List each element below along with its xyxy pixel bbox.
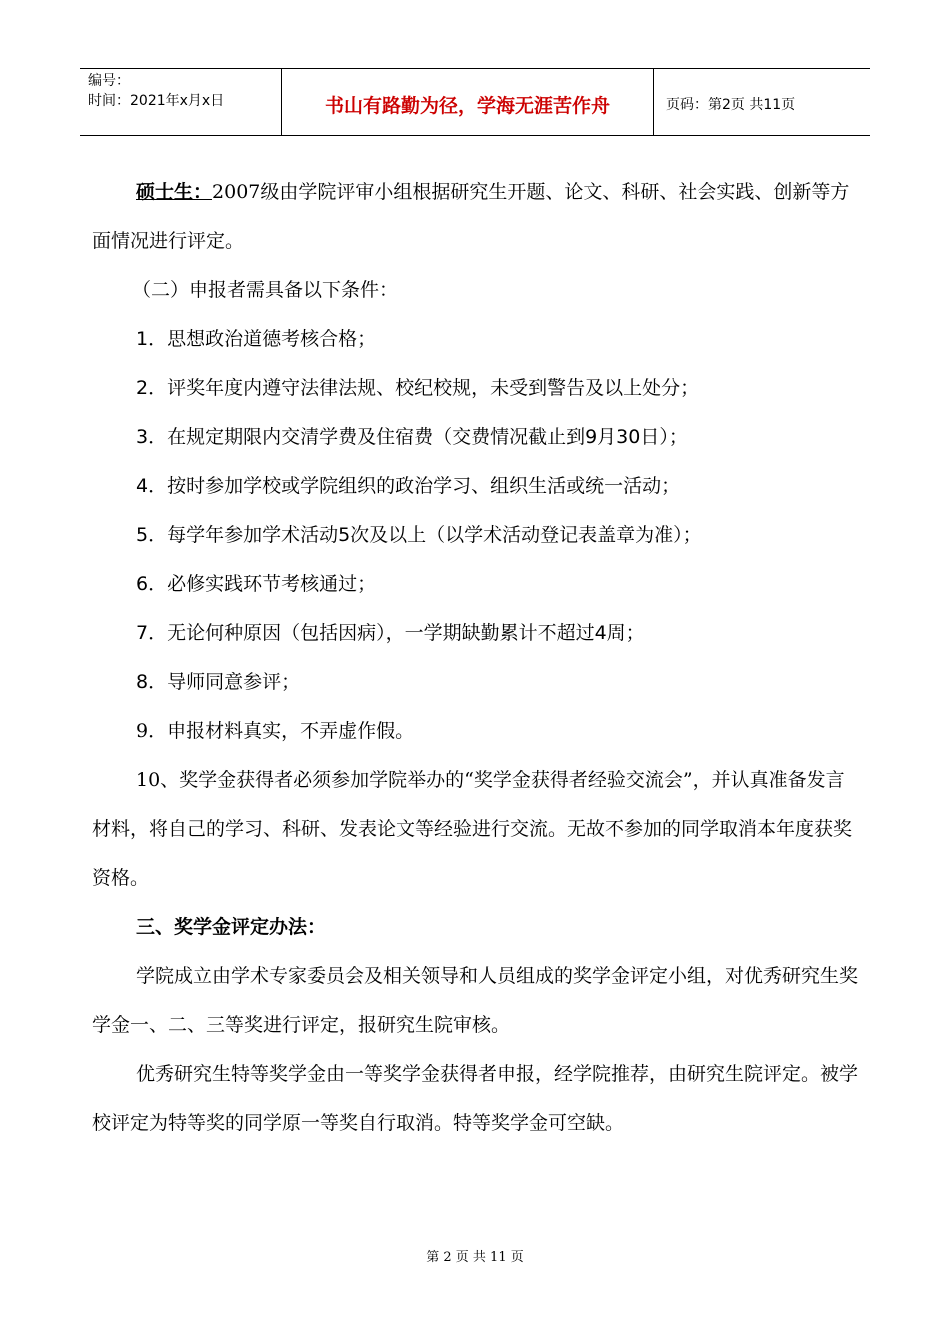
page-info: 页码：第2页 共11页	[666, 97, 796, 113]
master-label: 硕士生：	[136, 181, 213, 203]
header-table	[80, 68, 870, 136]
time-label: 时间：2021年x月x日	[88, 93, 225, 109]
condition-item-3: 3．在规定期限内交清学费及住宿费（交费情况截止到9月30日）；	[136, 426, 688, 448]
method-paragraph-2: 优秀研究生特等奖学金由一等奖学金获得者申报，经学院推荐，由研究生院评定。被学校评定为特等奖的同学原一等奖自行取消。特等奖学金可空缺。	[92, 1063, 859, 1134]
condition-item-8: 8．导师同意参评；	[136, 671, 301, 693]
header-left-cell	[80, 69, 282, 135]
master-text: 2007级由学院评审小组根据研究生开题、论文、科研、社会实践、创新等方面情况进行评定。	[92, 181, 850, 252]
condition-item-4: 4．按时参加学校或学院组织的政治学习、组织生活或统一活动；	[136, 475, 681, 497]
condition-item-7: 7．无论何种原因（包括因病），一学期缺勤累计不超过4周；	[136, 622, 645, 644]
condition-item-5: 5．每学年参加学术活动5次及以上（以学术活动登记表盖章为准）；	[136, 524, 702, 546]
method-paragraph-1: 学院成立由学术专家委员会及相关领导和人员组成的奖学金评定小组，对优秀研究生奖学金一、二、三等奖进行评定，报研究生院审核。	[92, 965, 859, 1036]
motto: 书山有路勤为径，学海无涯苦作舟	[282, 69, 654, 135]
number-label: 编号：	[88, 73, 130, 89]
condition-item-2: 2．评奖年度内遵守法律法规、校纪校规，未受到警告及以上处分；	[136, 377, 700, 399]
condition-item-10: 10、奖学金获得者必须参加学院举办的“奖学金获得者经验交流会”，并认真准备发言材料，将自己的学习、科研、发表论文等经验进行交流。无故不参加的同学取消本年度获奖资格。	[92, 769, 853, 889]
master-paragraph	[92, 168, 858, 266]
page-footer: 第 2 页 共 11 页	[426, 1250, 524, 1265]
condition-item-9: 9．申报材料真实，不弄虚作假。	[136, 720, 415, 742]
condition-item-6: 6．必修实践环节考核通过；	[136, 573, 377, 595]
section3-title: 三、奖学金评定办法：	[136, 916, 327, 938]
condition-item-1: 1．思想政治道德考核合格；	[136, 328, 377, 350]
document-body	[92, 168, 858, 1148]
conditions-title: （二）申报者需具备以下条件：	[132, 279, 399, 301]
